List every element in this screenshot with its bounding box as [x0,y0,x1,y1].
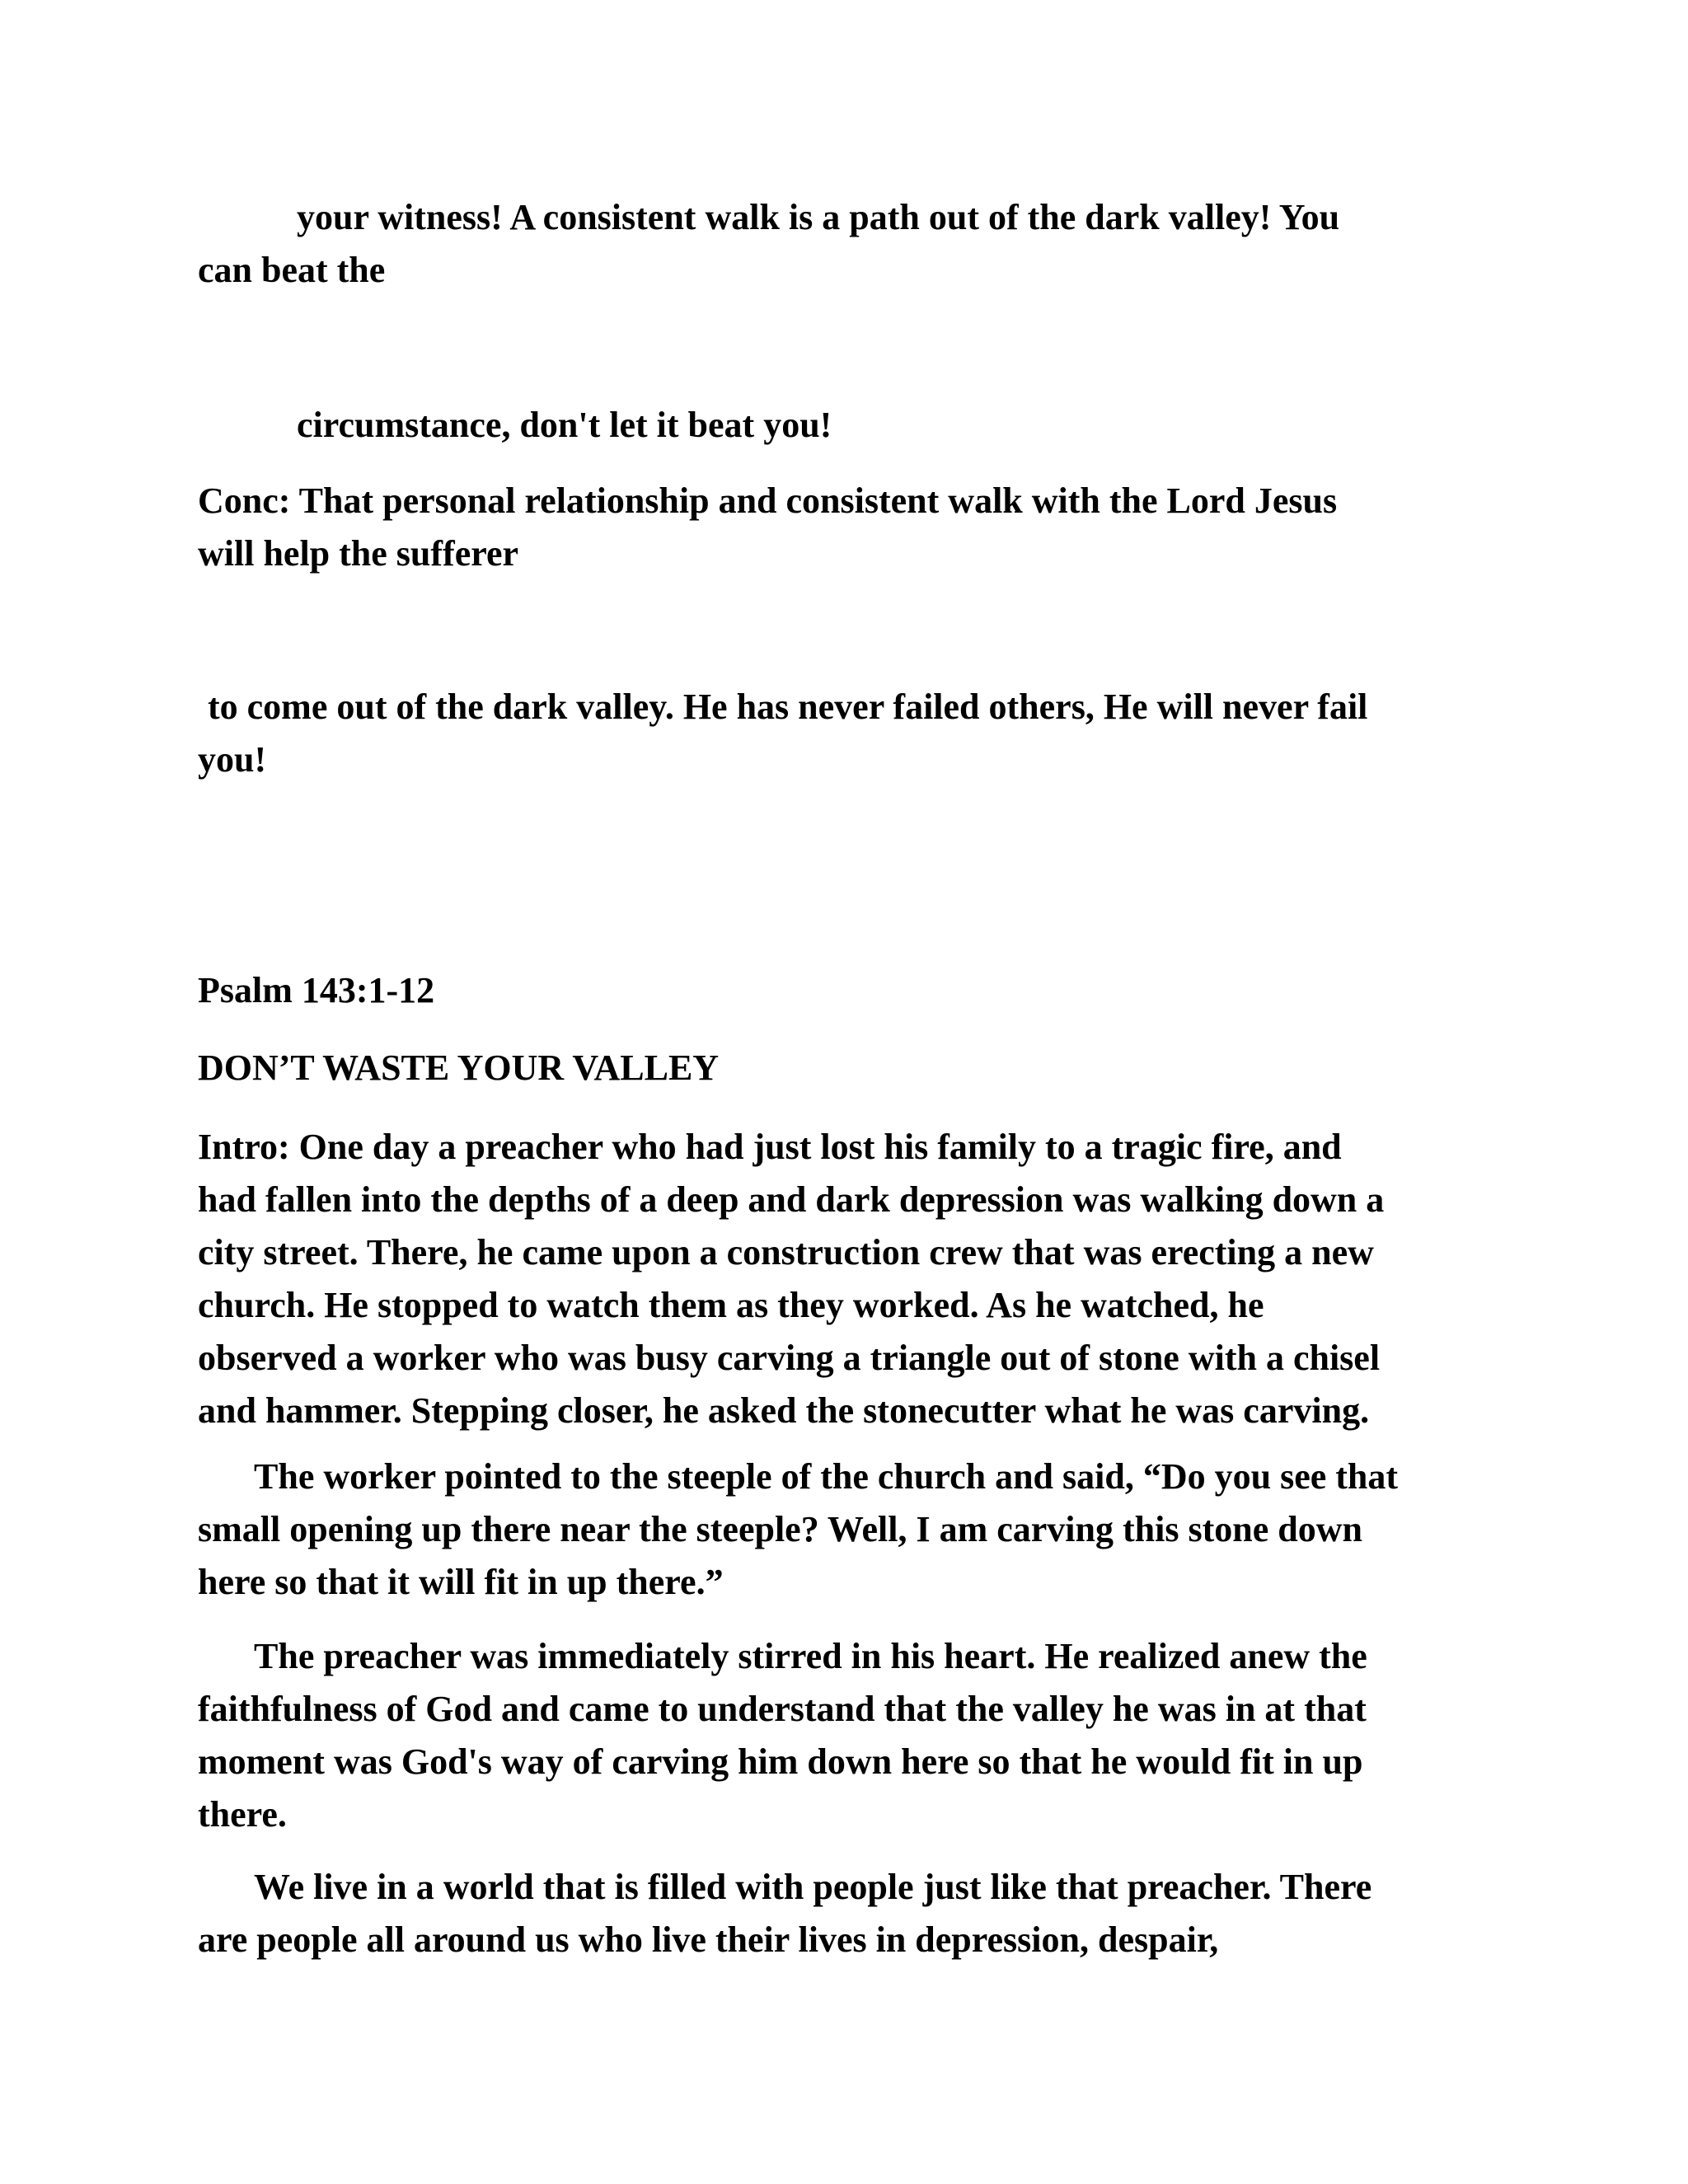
scripture-reference [198,964,1492,1017]
text-line: The preacher was immediately stirred in his heart. He realized anew the [254,1636,1367,1676]
text-line: church. He stopped to watch them as they worked. As he watched, he [198,1285,1264,1325]
conclusion-paragraph [198,475,1492,580]
text-line: faithfulness of God and came to understand that the valley he was in at that [198,1689,1367,1729]
text-line: can beat the [198,250,386,290]
body-paragraph-preacher [198,1630,1492,1841]
title-text: DON’T WASTE YOUR VALLEY [198,1047,720,1088]
text-line: The worker pointed to the steeple of the church and said, “Do you see that [254,1456,1399,1497]
text-line: observed a worker who was busy carving a triangle out of stone with a chisel [198,1338,1381,1378]
text-line: circumstance, don't let it beat you! [297,405,832,445]
body-paragraph-world [198,1861,1492,1966]
fragment-paragraph-valley [198,681,1492,786]
intro-paragraph [198,1121,1492,1437]
fragment-paragraph-circumstance [198,399,1492,452]
scripture-text: Psalm 143:1-12 [198,970,435,1010]
sermon-title [198,1042,1492,1094]
text-line: and hammer. Stepping closer, he asked the stonecutter what he was carving. [198,1390,1370,1431]
text-line: there. [198,1794,287,1835]
text-line: had fallen into the depths of a deep and dark depression was walking down a [198,1179,1385,1220]
text-line: here so that it will fit in up there.” [198,1562,724,1602]
text-line: Intro: One day a preacher who had just lost his family to a tragic fire, and [198,1127,1342,1167]
text-line: will help the sufferer [198,533,519,574]
fragment-paragraph-witness [198,191,1492,297]
text-line: to come out of the dark valley. He has never failed others, He will never fail [208,687,1368,727]
text-line: We live in a world that is filled with people just like that preacher. There [254,1867,1372,1907]
text-line: your witness! A consistent walk is a path out of the dark valley! You [297,197,1340,237]
text-line: city street. There, he came upon a construction crew that was erecting a new [198,1232,1374,1272]
text-line: small opening up there near the steeple? Well, I am carving this stone down [198,1509,1362,1549]
text-line: are people all around us who live their lives in depression, despair, [198,1919,1219,1960]
text-line: you! [198,739,267,780]
body-paragraph-worker [198,1451,1492,1609]
text-line: Conc: That personal relationship and consistent walk with the Lord Jesus [198,480,1338,521]
text-line: moment was God's way of carving him down here so that he would fit in up [198,1741,1363,1782]
